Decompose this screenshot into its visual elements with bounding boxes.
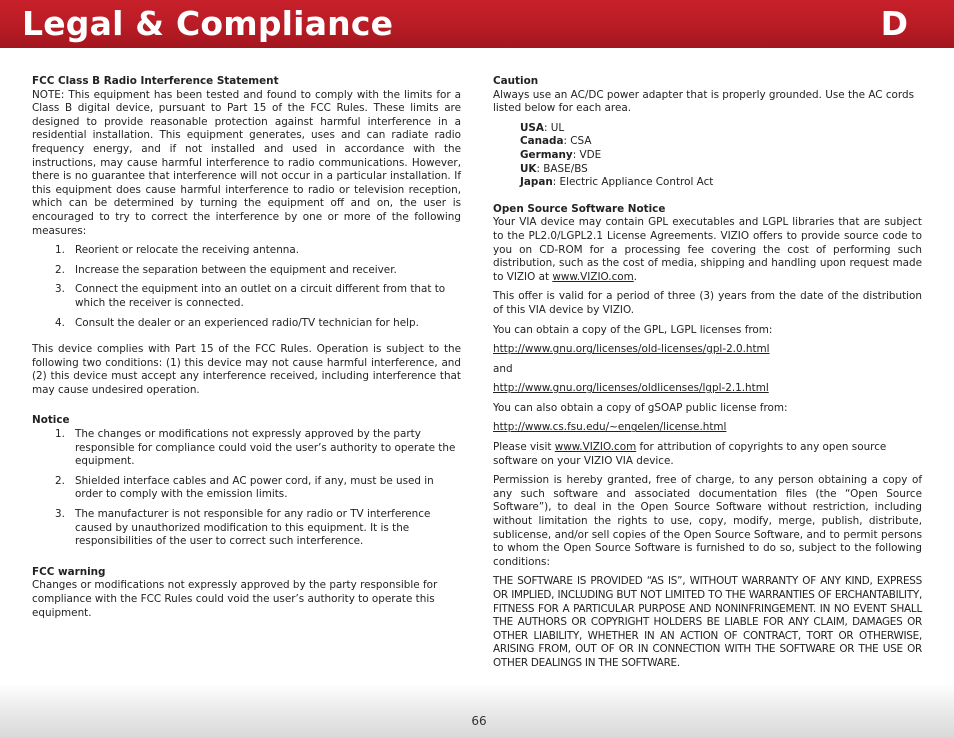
offer-text: This offer is valid for a period of three (3) years from the date of the distribution of this VIA device by VIZIO. xyxy=(493,290,922,316)
caution-text: Always use an AC/DC power adapter that is properly grounded. Use the AC cords listed below for each area. xyxy=(493,88,914,115)
oss-body: Your VIA device may contain GPL executables and LGPL libraries that are subject to the PL2.0/LGPL2.1 License Agreements. VIZIO offers to provide source code to you on CD-ROM for a processing fee covering the cost of performing such distribution, such as the cost of media, shipping and handling upon request made to VIZIO at xyxy=(493,216,922,283)
adapter-standard: : VDE xyxy=(572,148,602,161)
notice-list xyxy=(32,428,461,549)
list-text: Shielded interface cables and AC power cord, if any, must be used in order to comply with the emission limits. xyxy=(75,474,434,501)
list-text: Increase the separation between the equipment and receiver. xyxy=(75,263,397,276)
list-item xyxy=(520,135,922,149)
and-text: and xyxy=(493,362,513,375)
list-item xyxy=(520,122,922,136)
list-item xyxy=(32,244,461,258)
list-number: 3. xyxy=(55,283,65,296)
adapter-region: Canada xyxy=(520,135,564,148)
list-item xyxy=(520,149,922,163)
gsoap-intro: You can also obtain a copy of gSOAP public license from: xyxy=(493,401,788,414)
fcc-warning-text: Changes or modifications not expressly approved by the party responsible for compliance with the FCC Rules could void the user’s authority to operate this equipment. xyxy=(32,579,438,619)
list-item xyxy=(32,317,461,331)
adapter-standard: : BASE/BS xyxy=(536,162,588,175)
list-text: The changes or modifications not expressly approved by the party responsible for compliance could void the user’s authority to operate the equipment. xyxy=(75,428,456,468)
adapter-region: Germany xyxy=(520,148,573,161)
left-column xyxy=(32,75,461,620)
list-item xyxy=(520,163,922,177)
list-item xyxy=(32,428,461,469)
vizio-link[interactable]: www.VIZIO.com xyxy=(552,270,634,283)
list-item xyxy=(32,283,461,310)
gpl-intro: You can obtain a copy of the GPL, LGPL licenses from: xyxy=(493,323,773,336)
list-text: The manufacturer is not responsible for any radio or TV interference caused by unauthorized modification to this equipment. It is the responsibilities of the user to correct such interference. xyxy=(75,508,431,548)
list-text: Consult the dealer or an experienced radio/TV technician for help. xyxy=(75,316,419,329)
list-number: 3. xyxy=(55,508,65,521)
list-number: 4. xyxy=(55,316,65,329)
disclaimer-text: THE SOFTWARE IS PROVIDED “AS IS”, WITHOUT WARRANTY OF ANY KIND, EXPRESS OR IMPLIED, INCLUDING BUT NOT LIMITED TO THE WARRANTIES OF ERCHANTABILITY, FITNESS FOR A PARTICULAR PURPOSE AND NONINFRINGEMENT. IN NO EVENT SHALL THE AUTHORS OR COPYRIGHT HOLDERS BE LIABLE FOR ANY CLAIM, DAMAGES OR OTHER LIABILITY, WHETHER IN AN ACTION OF CONTRACT, TORT OR OTHERWISE, ARISING FROM, OUT OF OR IN CONNECTION WITH THE SOFTWARE OR THE USE OR OTHER DEALINGS IN THE SOFTWARE. xyxy=(493,575,922,669)
adapter-region: USA xyxy=(520,121,544,134)
list-number: 2. xyxy=(55,474,65,487)
permission-text: Permission is hereby granted, free of charge, to any person obtaining a copy of any such software and associated documentation files (the “Open Source Software”), to deal in the Open Source Software without restriction, including without limitation the rights to use, copy, modify, merge, publish, distribute, sublicense, and/or sell copies of the Open Source Software, and to permit persons to whom the Open Source Software is furnished to do so, subject to the following conditions: xyxy=(493,474,922,568)
part15-statement: This device complies with Part 15 of the FCC Rules. Operation is subject to the following two conditions: (1) this device may not cause harmful interference, and (2) this device must accept any interference received, including interference that may cause undesired operation. xyxy=(32,343,461,396)
visit-text xyxy=(493,441,922,468)
vizio-attribution-link[interactable]: www.VIZIO.com xyxy=(554,441,637,454)
list-number: 1. xyxy=(55,428,65,441)
adapter-region: UK xyxy=(520,162,537,175)
fcc-warning-heading: FCC warning xyxy=(32,565,106,578)
oss-text xyxy=(493,216,922,284)
list-item xyxy=(32,264,461,278)
appendix-letter: D xyxy=(880,4,908,43)
oss-heading: Open Source Software Notice xyxy=(493,202,666,215)
right-column xyxy=(493,75,922,671)
caution-heading: Caution xyxy=(493,75,539,87)
list-number: 2. xyxy=(55,263,65,276)
list-item xyxy=(32,508,461,549)
page-footer xyxy=(0,684,954,738)
page-title: Legal & Compliance xyxy=(22,4,394,43)
visit-end: for attribution of copyrights to any open source software on your VIZIO VIA device. xyxy=(493,441,887,467)
list-text: Connect the equipment into an outlet on a circuit different from that to which the receiver is connected. xyxy=(75,283,446,309)
adapter-standard: : Electric Appliance Control Act xyxy=(552,176,714,189)
adapter-list xyxy=(493,122,922,190)
adapter-standard: : CSA xyxy=(563,135,592,148)
list-text: Reorient or relocate the receiving antenna. xyxy=(75,244,300,257)
page-header xyxy=(0,0,954,48)
visit-start: Please visit xyxy=(493,441,555,454)
adapter-region: Japan xyxy=(520,176,553,189)
page-number: 66 xyxy=(471,714,487,728)
fcc-note: NOTE: This equipment has been tested and found to comply with the limits for a Class B digital device, pursuant to Part 15 of the FCC Rules. These limits are designed to provide reasonable protection against harmful interference in a residential installation. This equipment generates, uses and can radiate radio frequency energy, and if not installed and used in accordance with the instructions, may cause harmful interference to radio communications. However, there is no guarantee that interference will not occur in a particular installation. If this equipment does cause harmful interference to radio or television reception, which can be determined by turning the equipment off and on, the user is encouraged to try to correct the interference by one or more of the following measures: xyxy=(32,88,461,237)
measures-list xyxy=(32,244,461,330)
adapter-standard: : UL xyxy=(543,121,565,134)
gsoap-link[interactable]: http://www.cs.fsu.edu/~engelen/license.html xyxy=(493,421,727,434)
lgpl-link[interactable]: http://www.gnu.org/licenses/oldlicenses/lgpl-2.1.html xyxy=(493,382,769,395)
list-item xyxy=(32,475,461,502)
notice-heading: Notice xyxy=(32,414,70,427)
fcc-heading: FCC Class B Radio Interference Statement xyxy=(32,75,279,87)
gpl-link[interactable]: http://www.gnu.org/licenses/old-licenses/gpl-2.0.html xyxy=(493,343,770,356)
list-number: 1. xyxy=(55,244,65,257)
oss-end: . xyxy=(633,270,638,283)
list-item xyxy=(520,176,922,190)
